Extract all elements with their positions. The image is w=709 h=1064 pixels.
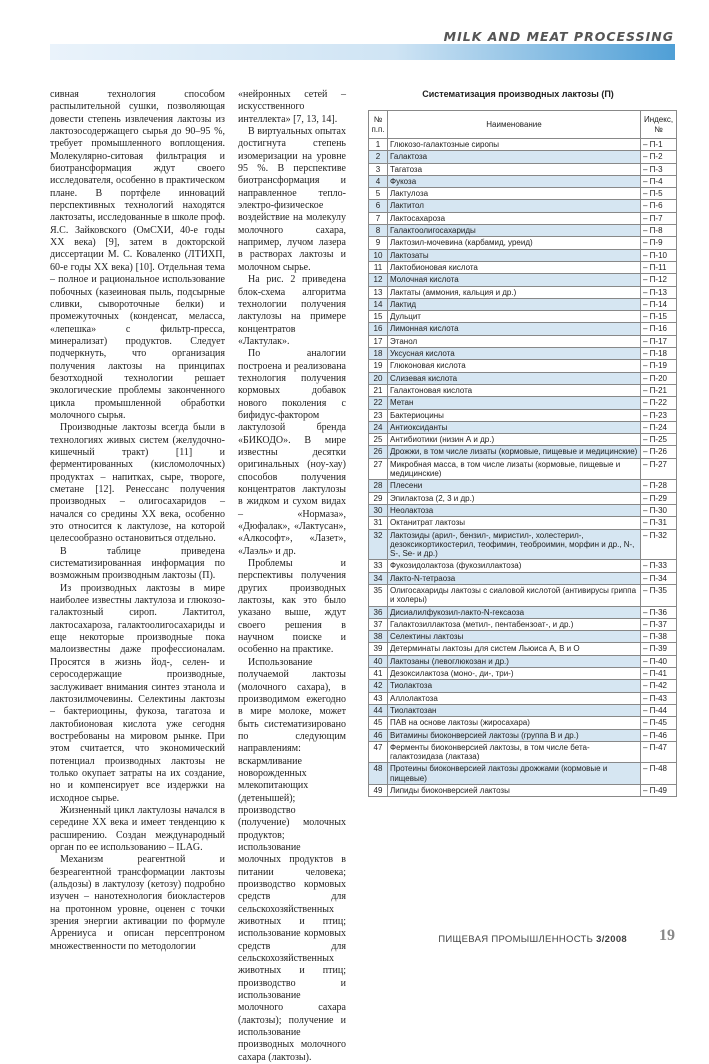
- table-row: [369, 397, 677, 409]
- row-index: – П-16: [641, 323, 677, 335]
- table-row: [369, 446, 677, 458]
- row-number: 49: [369, 785, 388, 797]
- row-name: Лактитол: [388, 200, 641, 212]
- row-number: 22: [369, 397, 388, 409]
- row-number: 33: [369, 560, 388, 572]
- row-index: – П-20: [641, 372, 677, 384]
- row-index: – П-48: [641, 763, 677, 785]
- row-index: – П-49: [641, 785, 677, 797]
- row-index: – П-3: [641, 163, 677, 175]
- table-row: [369, 188, 677, 200]
- row-index: – П-35: [641, 584, 677, 606]
- row-name: Дисиалилфукозил-лакто-N-гексаоза: [388, 606, 641, 618]
- table-row: [369, 729, 677, 741]
- row-index: – П-28: [641, 480, 677, 492]
- row-name: Метан: [388, 397, 641, 409]
- row-name: Лактозаны (левоглюкозан и др.): [388, 655, 641, 667]
- row-index: – П-2: [641, 151, 677, 163]
- row-name: Лимонная кислота: [388, 323, 641, 335]
- table-row: [369, 139, 677, 151]
- table-header-row: [369, 111, 677, 139]
- row-number: 42: [369, 680, 388, 692]
- issue-number: 3/2008: [596, 934, 627, 945]
- row-number: 41: [369, 668, 388, 680]
- row-index: – П-26: [641, 446, 677, 458]
- table-row: [369, 286, 677, 298]
- row-number: 37: [369, 618, 388, 630]
- row-name: Глюкозо-галактозные сиропы: [388, 139, 641, 151]
- table-row: [369, 237, 677, 249]
- row-number: 44: [369, 704, 388, 716]
- row-number: 9: [369, 237, 388, 249]
- row-name: Слизевая кислота: [388, 372, 641, 384]
- table-row: [369, 668, 677, 680]
- row-index: – П-10: [641, 249, 677, 261]
- row-name: Антибиотики (низин А и др.): [388, 434, 641, 446]
- table-row: [369, 298, 677, 310]
- table-row: [369, 274, 677, 286]
- row-number: 13: [369, 286, 388, 298]
- row-number: 21: [369, 384, 388, 396]
- table-row: [369, 643, 677, 655]
- paragraph: Из производных лактозы в мире наиболее известны лактулоза и глюкозо-галактозный сироп. Лактитол, лактосахароза, галактоолигосахариды и еще некоторые производные пока малоизвестны даже профессионалам. Просятся в жизнь йод-, селен- и серосодержащие производные, заслуживает внимания синтез этанола и лактозилмочевины. Селектины лактозы – бактериоцины, фукоза, тагатоза и лактобионовая кислота уже сегодня востребованы на мировом рынке. При этом считается, что экономический потенциал производных лактозы не только окупает затраты на их создание, но и компенсирует все издержки на исходное сырье.: [50, 582, 225, 804]
- row-number: 19: [369, 360, 388, 372]
- row-number: 10: [369, 249, 388, 261]
- paragraph: Механизм реагентной и безреагентной трансформации лактозы (альдозы) в лактулозу (кетозу) подробно изучен – нанотехнология биокластеров на протонном уровне, оценен с точки зрения энергии активации по формуле Аррениуса и описан персептроном множественности по методологии: [50, 854, 225, 952]
- row-name: Селектины лактозы: [388, 631, 641, 643]
- row-name: Олигосахариды лактозы с сиаловой кислотой (антивирусы гриппа и холеры): [388, 584, 641, 606]
- row-index: – П-15: [641, 311, 677, 323]
- row-name: Микробная масса, в том числе лизаты (кормовые, пищевые и медицинские): [388, 458, 641, 480]
- row-name: Галактоза: [388, 151, 641, 163]
- row-number: 20: [369, 372, 388, 384]
- row-number: 47: [369, 741, 388, 763]
- table-row: [369, 631, 677, 643]
- paragraph: Жизненный цикл лактулозы начался в середине XX века и имеет тенденцию к расширению. Создан международный орган по ее использованию – ILAG.: [50, 804, 225, 853]
- paragraph: В виртуальных опытах достигнута степень изомеризации на уровне 95 %. В перспективе биотрансформация и направленное тепло-электро-физическое воздействие на молекулу молочного сахара, например, лучом лазера в растворах лактозы и молочном сырье.: [238, 126, 346, 273]
- row-name: Дульцит: [388, 311, 641, 323]
- paragraph: В таблице приведена систематизированная информация по возможным производным лактозы (П).: [50, 545, 225, 582]
- row-name: Лактозиды (арил-, бензил-, миристил-, холестерил-, дезоксикортикостерил, теофимин, теоброимин, морфин и др., N-, S-, Se- и др.): [388, 529, 641, 560]
- row-number: 25: [369, 434, 388, 446]
- row-name: Дрожжи, в том числе лизаты (кормовые, пищевые и медицинские): [388, 446, 641, 458]
- row-index: – П-39: [641, 643, 677, 655]
- page-number: 19: [659, 927, 675, 944]
- table-row: [369, 200, 677, 212]
- table-row: [369, 606, 677, 618]
- row-number: 18: [369, 348, 388, 360]
- row-number: 5: [369, 188, 388, 200]
- paragraph: сивная технология способом распылительной сушки, позволяющая довести степень извлечения лактозы из лактозосодержащего сырья до 90–95 %, требует промышленного воплощения. Молекулярно-ситовая фильтрация и биотрансформация ждут своего исследователя, особенно в практическом плане. В портфеле инноваций перспективных технологий находятся лактозаты, исследованные в школе проф. Я.С. Зайковского (ОмСХИ, 40-е годы XX века) [9], затем в докторской диссертации М. С. Коваленко (ЛТИХП, 60-е годы XX века) [10]. Отдельная тема – полное и рациональное использование побочных (казеиновая пыль, подсырные сливки, сывороточные белки) и промежуточных (конденсат, меласса, «лепешка» с фильтр-пресса, минерализат) продуктов. Следует подчеркнуть, что организация получения лактозы на принципах безотходной технологии решает экологические проблемы законченного цикла промышленной обработки молочного сырья.: [50, 89, 226, 421]
- table-row: [369, 763, 677, 785]
- table-row: [369, 225, 677, 237]
- row-index: – П-9: [641, 237, 677, 249]
- row-number: 30: [369, 504, 388, 516]
- row-number: 6: [369, 200, 388, 212]
- row-name: Лактосахароза: [388, 212, 641, 224]
- row-number: 36: [369, 606, 388, 618]
- row-name: Молочная кислота: [388, 274, 641, 286]
- row-number: 11: [369, 261, 388, 273]
- row-index: – П-11: [641, 261, 677, 273]
- row-name: Плесени: [388, 480, 641, 492]
- row-name: Бактериоцины: [388, 409, 641, 421]
- row-name: Фукозидолактоза (фукозиллактоза): [388, 560, 641, 572]
- table-row: [369, 529, 677, 560]
- row-name: ПАВ на основе лактозы (жиросахара): [388, 717, 641, 729]
- row-number: 26: [369, 446, 388, 458]
- row-number: 2: [369, 151, 388, 163]
- row-index: – П-45: [641, 717, 677, 729]
- row-name: Фукоза: [388, 175, 641, 187]
- table-title: Систематизация производных лактозы (П): [422, 89, 614, 99]
- header-index: Индекс, №: [641, 111, 677, 139]
- row-number: 7: [369, 212, 388, 224]
- row-number: 39: [369, 643, 388, 655]
- table-row: [369, 717, 677, 729]
- table-row: [369, 741, 677, 763]
- row-index: – П-32: [641, 529, 677, 560]
- row-number: 46: [369, 729, 388, 741]
- table-row: [369, 175, 677, 187]
- section-title: MILK AND MEAT PROCESSING: [443, 29, 674, 44]
- paragraph: «нейронных сетей – искусственного интеллекта» [7, 13, 14].: [238, 89, 346, 125]
- row-name: Эпилактоза (2, 3 и др.): [388, 492, 641, 504]
- row-number: 1: [369, 139, 388, 151]
- table-row: [369, 384, 677, 396]
- header-number: № п.п.: [369, 111, 388, 139]
- row-index: – П-24: [641, 421, 677, 433]
- row-index: – П-19: [641, 360, 677, 372]
- row-index: – П-40: [641, 655, 677, 667]
- row-number: 48: [369, 763, 388, 785]
- row-index: – П-13: [641, 286, 677, 298]
- row-index: – П-7: [641, 212, 677, 224]
- row-name: Тиолактозан: [388, 704, 641, 716]
- row-name: Неолактоза: [388, 504, 641, 516]
- table-row: [369, 335, 677, 347]
- table-row: [369, 572, 677, 584]
- row-name: Лактаты (аммония, кальция и др.): [388, 286, 641, 298]
- row-name: Уксусная кислота: [388, 348, 641, 360]
- table-row: [369, 434, 677, 446]
- row-name: Дезоксилактоза (моно-, ди-, три-): [388, 668, 641, 680]
- row-index: – П-8: [641, 225, 677, 237]
- row-number: 3: [369, 163, 388, 175]
- table-row: [369, 348, 677, 360]
- table-row: [369, 584, 677, 606]
- row-number: 28: [369, 480, 388, 492]
- row-index: – П-38: [641, 631, 677, 643]
- row-name: Детерминаты лактозы для систем Льюиса А, В и О: [388, 643, 641, 655]
- table-row: [369, 151, 677, 163]
- header-name: Наименование: [388, 111, 641, 139]
- row-index: – П-29: [641, 492, 677, 504]
- table-row: [369, 323, 677, 335]
- row-name: Лактулоза: [388, 188, 641, 200]
- journal-name: ПИЩЕВАЯ ПРОМЫШЛЕННОСТЬ: [438, 934, 594, 945]
- table-row: [369, 212, 677, 224]
- row-index: – П-17: [641, 335, 677, 347]
- table-row: [369, 704, 677, 716]
- row-number: 12: [369, 274, 388, 286]
- table-row: [369, 372, 677, 384]
- row-name: Аллолактоза: [388, 692, 641, 704]
- row-number: 27: [369, 458, 388, 480]
- table-row: [369, 618, 677, 630]
- row-index: – П-36: [641, 606, 677, 618]
- row-index: – П-14: [641, 298, 677, 310]
- row-name: Протеины биоконверсией лактозы дрожжами (кормовые и пищевые): [388, 763, 641, 785]
- row-name: Лактозаты: [388, 249, 641, 261]
- row-name: Антиоксиданты: [388, 421, 641, 433]
- row-name: Липиды биоконверсией лактозы: [388, 785, 641, 797]
- row-name: Лактозил-мочевина (карбамид, уреид): [388, 237, 641, 249]
- row-name: Ферменты биоконверсией лактозы, в том числе бета-галактозидаза (лактаза): [388, 741, 641, 763]
- row-number: 35: [369, 584, 388, 606]
- row-index: – П-6: [641, 200, 677, 212]
- table-row: [369, 261, 677, 273]
- row-name: Тиолактоза: [388, 680, 641, 692]
- paragraph: Использование получаемой лактозы (молочного сахара), в производимом ежегодно в мире молоке, может быть систематизировано по следующим направлениям: вскармливание новорожденных млекопитающих (детенышей); производство (получение) молочных продуктов; использование молочных продуктов в питании человека; производство кормовых средств для сельскохозяйственных животных и птиц; использование кормовых средств для сельскохозяйственных животных и птиц; производство и использование молочного сахара (лактозы); получение и использование производных молочного сахара (лактозы).: [238, 656, 346, 1063]
- row-number: 4: [369, 175, 388, 187]
- row-index: – П-21: [641, 384, 677, 396]
- table-row: [369, 480, 677, 492]
- row-name: Галактоновая кислота: [388, 384, 641, 396]
- paragraph: По аналогии построена и реализована технология получения кормовых добавок нового поколения с бифидус-фактором лактулозой бренда «БИКОДО». В мире известны десятки оригинальных (ноу-хау) способов получения концентратов лактулозы в жидком и сухом видах – «Нормаза», «Дюфалак», «Лактусан», «Алкософт», «Лазет», «Лаэль» и др.: [238, 348, 346, 557]
- row-number: 43: [369, 692, 388, 704]
- row-index: – П-1: [641, 139, 677, 151]
- row-index: – П-43: [641, 692, 677, 704]
- row-name: Тагатоза: [388, 163, 641, 175]
- header-bar: [50, 44, 675, 60]
- row-number: 31: [369, 517, 388, 529]
- row-number: 15: [369, 311, 388, 323]
- row-name: Глюконовая кислота: [388, 360, 641, 372]
- row-name: Галактоолигосахариды: [388, 225, 641, 237]
- row-index: – П-44: [641, 704, 677, 716]
- paragraph: Производные лактозы всегда были в технологиях живых систем (желудочно-кишечный тракт) [11] и ферментированных (кисломолочных) продуктах – напитках, сыре, твороге, сметане [12]. Ренессанс получения производных – олигосахаридов – начался со средины XX века, особенно это относится к лактулозе, на которой целесообразно остановиться отдельно.: [50, 422, 225, 545]
- table-row: [369, 409, 677, 421]
- row-name: Лактобионовая кислота: [388, 261, 641, 273]
- table-row: [369, 163, 677, 175]
- row-index: – П-25: [641, 434, 677, 446]
- journal-footer: [438, 934, 627, 945]
- row-number: 32: [369, 529, 388, 560]
- row-index: – П-33: [641, 560, 677, 572]
- table-row: [369, 655, 677, 667]
- row-name: Витамины биоконверсией лактозы (группа В и др.): [388, 729, 641, 741]
- row-number: 23: [369, 409, 388, 421]
- row-name: Лакто-N-тетраоза: [388, 572, 641, 584]
- row-number: 14: [369, 298, 388, 310]
- row-number: 38: [369, 631, 388, 643]
- row-index: – П-30: [641, 504, 677, 516]
- row-index: – П-18: [641, 348, 677, 360]
- row-number: 17: [369, 335, 388, 347]
- row-number: 29: [369, 492, 388, 504]
- table-row: [369, 517, 677, 529]
- left-column: [50, 89, 225, 953]
- table-row: [369, 492, 677, 504]
- row-index: – П-37: [641, 618, 677, 630]
- row-index: – П-47: [641, 741, 677, 763]
- row-index: – П-23: [641, 409, 677, 421]
- paragraph: Проблемы и перспективы получения других производных лактозы, как это было указано выше, ждут своего решения в научном поиске и особенно на практике.: [238, 558, 346, 656]
- row-index: – П-31: [641, 517, 677, 529]
- table-row: [369, 311, 677, 323]
- table-row: [369, 692, 677, 704]
- table-row: [369, 421, 677, 433]
- row-number: 24: [369, 421, 388, 433]
- row-name: Галактозиллактоза (метил-, пентабензоат-, и др.): [388, 618, 641, 630]
- table-row: [369, 680, 677, 692]
- row-index: – П-41: [641, 668, 677, 680]
- row-number: 34: [369, 572, 388, 584]
- row-number: 45: [369, 717, 388, 729]
- row-index: – П-12: [641, 274, 677, 286]
- row-name: Октанитрат лактозы: [388, 517, 641, 529]
- table-row: [369, 504, 677, 516]
- derivatives-table: [368, 110, 677, 797]
- table-row: [369, 360, 677, 372]
- row-index: – П-34: [641, 572, 677, 584]
- row-number: 8: [369, 225, 388, 237]
- table-row: [369, 458, 677, 480]
- row-index: – П-46: [641, 729, 677, 741]
- row-number: 40: [369, 655, 388, 667]
- table-row: [369, 249, 677, 261]
- row-number: 16: [369, 323, 388, 335]
- row-index: – П-4: [641, 175, 677, 187]
- right-column: [238, 89, 346, 1064]
- paragraph: На рис. 2 приведена блок-схема алгоритма технологии получения лактулозы на примере концентратов «Лактулак».: [238, 274, 346, 347]
- row-name: Этанол: [388, 335, 641, 347]
- row-index: – П-27: [641, 458, 677, 480]
- table-row: [369, 785, 677, 797]
- row-index: – П-42: [641, 680, 677, 692]
- row-name: Лактид: [388, 298, 641, 310]
- row-index: – П-5: [641, 188, 677, 200]
- table-row: [369, 560, 677, 572]
- row-index: – П-22: [641, 397, 677, 409]
